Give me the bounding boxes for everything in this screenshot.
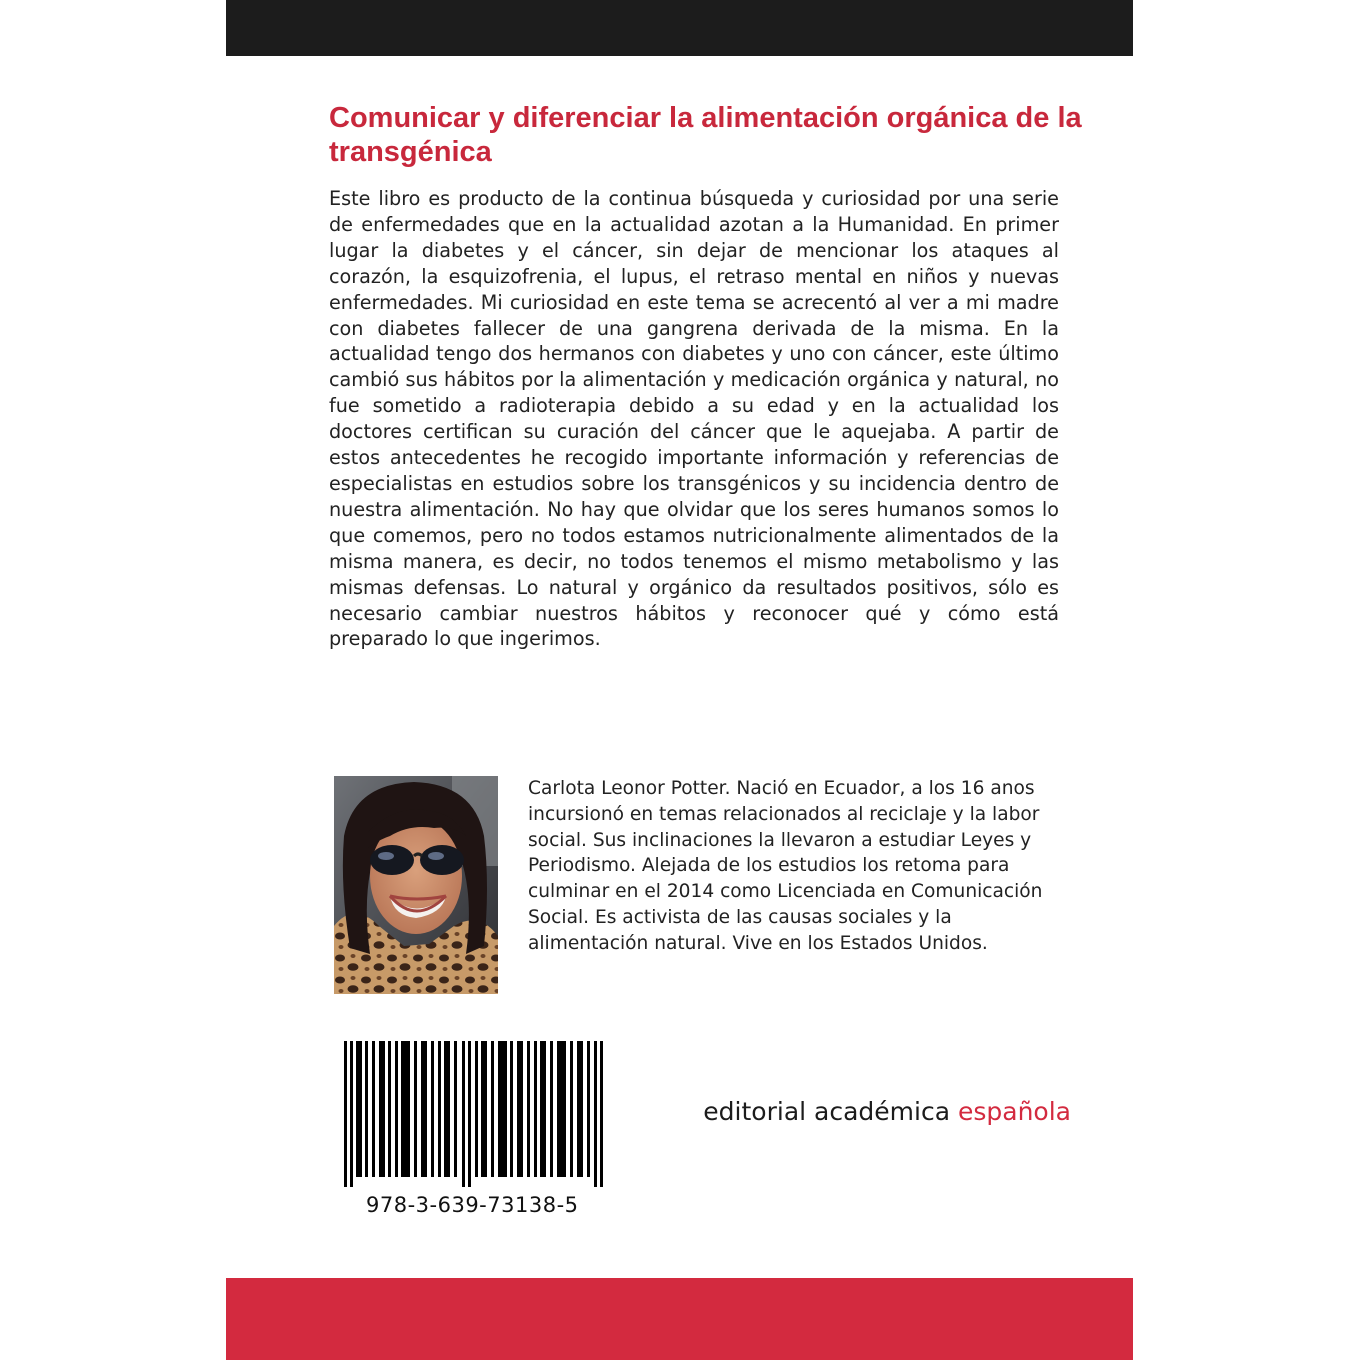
author-bio: Carlota Leonor Potter. Nació en Ecuador, a los 16 anos incursionó en temas relacionados al reciclaje y la labor social. Sus inclinaciones la llevaron a estudiar Leyes y Periodismo. Alejada de los estudios los retoma para culminar en el 2014 como Licenciada en Comunicación Social. Es activista de las causas sociales y la alimentación natural. Vive en los Estados Unidos. [528, 778, 1043, 954]
book-title: Comunicar y diferenciar la alimentación orgánica de la transgénica [329, 102, 1082, 168]
book-blurb: Este libro es producto de la continua búsqueda y curiosidad por una serie de enfermedades que en la actualidad azotan a la Humanidad. En primer lugar la diabetes y el cáncer, sin dejar de mencionar los ataques al corazón, la esquizofrenia, el lupus, el retraso mental en niños y nuevas enfermedades. Mi curiosidad en este tema se acrecentó al ver a mi madre con diabetes fallecer de una gangrena derivada de la misma. En la actualidad tengo dos hermanos con diabetes y uno con cáncer, este último cambió sus hábitos por la alimentación y medicación orgánica y natural, no fue sometido a radioterapia debido a su edad y en la actualidad los doctores certifican su curación del cáncer que le aquejaba. A partir de estos antecedentes he recogido importante información y referencias de especialistas en estudios sobre los transgénicos y su incidencia dentro de nuestra alimentación. No hay que olvidar que los seres humanos somos lo que comemos, pero no todos estamos nutricionalmente alimentados de la misma manera, es decir, no todos tenemos el mismo metabolismo y las mismas defensas. Lo natural y orgánico da resultados positivos, sólo es necesario cambiar nuestros hábitos y reconocer qué y cómo está preparado lo que ingerimos. [329, 187, 1059, 651]
top-band [226, 0, 1133, 56]
publisher-logo [661, 1095, 1071, 1129]
publisher-name: editorial académica [703, 1097, 958, 1126]
book-back-cover [226, 0, 1133, 1360]
isbn-barcode [342, 1041, 608, 1187]
isbn-number: 978-3-639-73138-5 [366, 1193, 579, 1217]
publisher-name-accent: española [957, 1097, 1071, 1126]
author-photo [334, 776, 498, 994]
bottom-band [226, 1278, 1133, 1360]
